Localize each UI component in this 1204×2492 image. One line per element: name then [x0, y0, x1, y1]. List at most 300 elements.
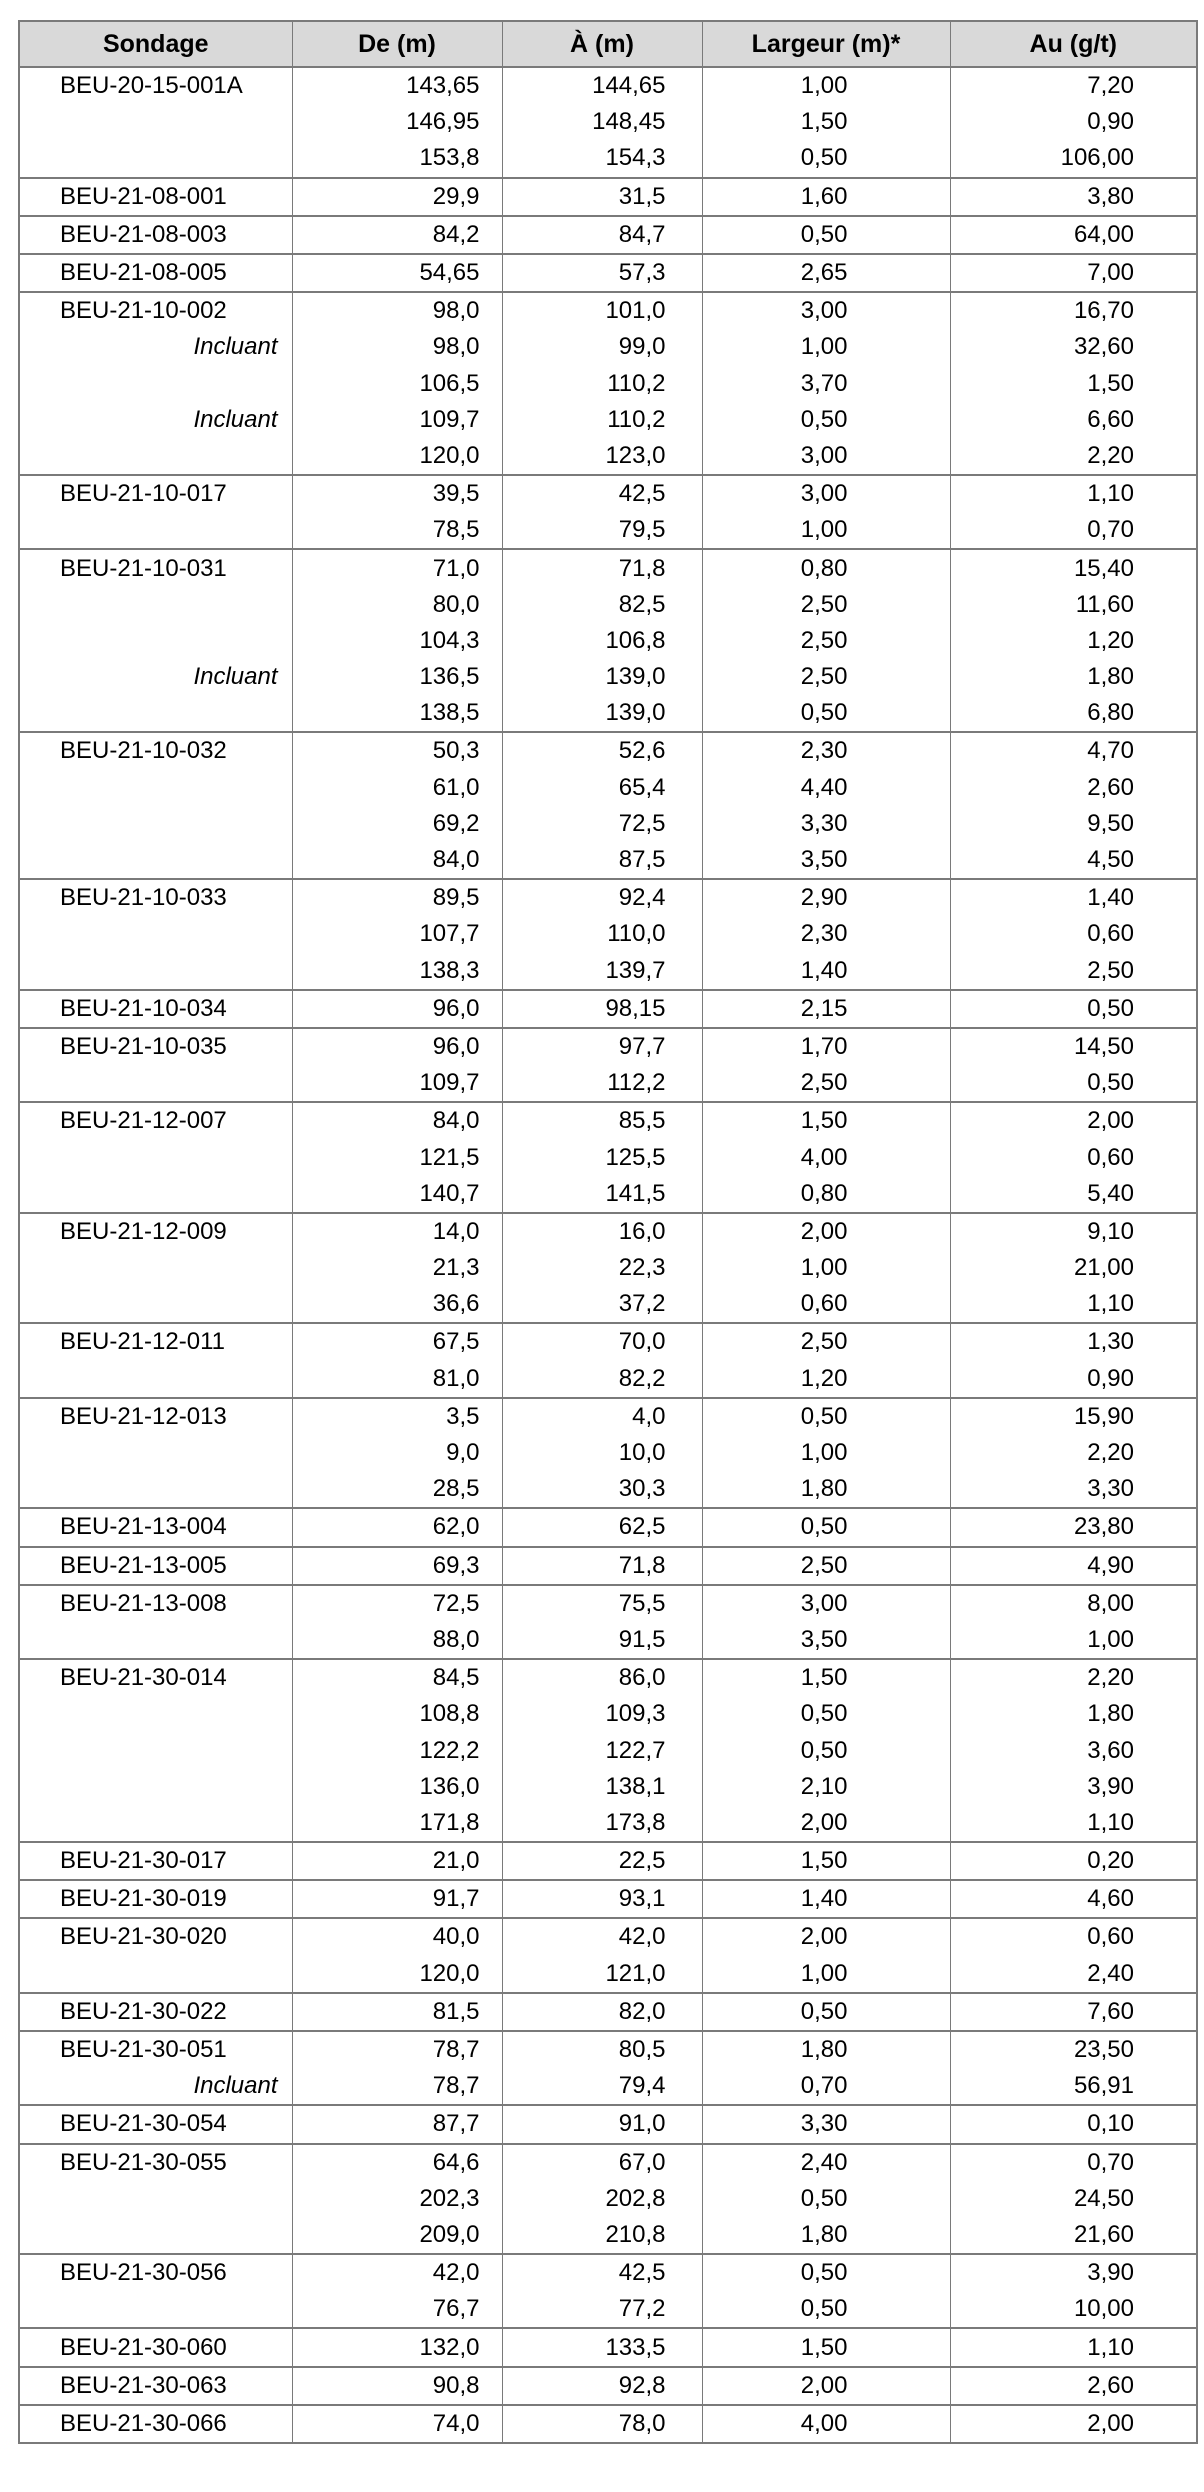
cell-incluant-label: Incluant — [20, 659, 292, 695]
cell-a: 31,5 — [502, 178, 702, 216]
table-row — [20, 254, 1196, 292]
cell-de: 120,0 — [292, 1956, 502, 1993]
cell-a: 75,5 — [502, 1585, 702, 1622]
cell-a: 91,0 — [502, 2105, 702, 2143]
cell-largeur: 2,50 — [702, 1547, 950, 1585]
cell-sondage: BEU-21-08-001 — [20, 178, 292, 216]
table-body — [20, 67, 1196, 2442]
cell-largeur: 2,00 — [702, 1805, 950, 1842]
cell-sondage-empty — [20, 1622, 292, 1659]
cell-largeur: 0,50 — [702, 1398, 950, 1435]
table-row — [20, 1547, 1196, 1585]
cell-au: 7,20 — [1087, 72, 1134, 100]
cell-largeur: 3,50 — [702, 1622, 950, 1659]
cell-a: 92,8 — [502, 2367, 702, 2405]
cell-largeur: 1,60 — [702, 178, 950, 216]
cell-a: 80,5 — [502, 2031, 702, 2068]
cell-sondage: BEU-21-08-005 — [20, 254, 292, 292]
table-row — [20, 659, 1196, 695]
cell-de: 153,8 — [292, 140, 502, 177]
cell-sondage-empty — [20, 2181, 292, 2217]
cell-largeur: 2,50 — [702, 659, 950, 695]
cell-a: 77,2 — [502, 2291, 702, 2328]
cell-sondage: BEU-21-10-035 — [20, 1028, 292, 1065]
cell-au: 1,30 — [1087, 1328, 1134, 1356]
cell-a: 82,5 — [502, 587, 702, 623]
cell-largeur: 1,00 — [702, 329, 950, 365]
table-row — [20, 216, 1196, 254]
table-row — [20, 329, 1196, 365]
cell-sondage: BEU-21-30-014 — [20, 1659, 292, 1696]
cell-largeur: 0,50 — [702, 1696, 950, 1732]
cell-largeur: 0,80 — [702, 549, 950, 586]
cell-de: 143,65 — [292, 67, 502, 104]
cell-sondage-empty — [20, 140, 292, 177]
table-row — [20, 2105, 1196, 2143]
cell-au: 15,40 — [1073, 554, 1134, 582]
table-row — [20, 2405, 1196, 2442]
table-row — [20, 2031, 1196, 2068]
cell-incluant-label: Incluant — [20, 402, 292, 438]
cell-de: 109,7 — [292, 402, 502, 438]
cell-a: 121,0 — [502, 1956, 702, 1993]
drill-results-table — [20, 22, 1196, 2442]
cell-sondage: BEU-21-10-002 — [20, 292, 292, 329]
cell-au: 1,80 — [1087, 1700, 1134, 1728]
cell-au: 2,40 — [950, 1956, 1196, 1993]
cell-au: 0,70 — [1087, 2148, 1134, 2176]
cell-sondage: BEU-21-30-051 — [20, 2031, 292, 2068]
table-row — [20, 1842, 1196, 1880]
cell-au: 8,00 — [1087, 1589, 1134, 1617]
cell-de: 42,0 — [292, 2254, 502, 2291]
cell-largeur: 1,20 — [702, 1361, 950, 1398]
cell-sondage: BEU-21-10-032 — [20, 732, 292, 769]
table-row — [20, 623, 1196, 659]
cell-au: 2,50 — [950, 953, 1196, 990]
table-row — [20, 806, 1196, 842]
cell-largeur: 0,50 — [702, 402, 950, 438]
cell-sondage: BEU-21-30-063 — [20, 2367, 292, 2405]
cell-de: 78,7 — [292, 2031, 502, 2068]
cell-au: 4,90 — [950, 1547, 1196, 1585]
table-row — [20, 1176, 1196, 1213]
cell-sondage-empty — [20, 104, 292, 140]
cell-sondage: BEU-21-10-031 — [20, 549, 292, 586]
cell-largeur: 4,00 — [702, 2405, 950, 2442]
cell-de: 146,95 — [292, 104, 502, 140]
cell-a: 37,2 — [502, 1286, 702, 1323]
cell-a: 82,0 — [502, 1993, 702, 2031]
cell-largeur: 0,50 — [702, 1993, 950, 2031]
cell-largeur: 0,50 — [702, 695, 950, 732]
cell-au: 1,00 — [950, 1622, 1196, 1659]
cell-sondage-empty — [20, 2217, 292, 2254]
cell-largeur: 3,50 — [702, 842, 950, 879]
cell-au: 11,60 — [1075, 590, 1134, 618]
cell-au: 0,50 — [950, 1065, 1196, 1102]
cell-largeur: 4,40 — [702, 770, 950, 806]
cell-largeur: 2,50 — [702, 1323, 950, 1360]
cell-largeur: 2,10 — [702, 1769, 950, 1805]
cell-de: 104,3 — [292, 623, 502, 659]
cell-au: 0,70 — [950, 512, 1196, 549]
table-row — [20, 1769, 1196, 1805]
cell-au: 2,60 — [1087, 773, 1134, 801]
cell-au: 0,90 — [950, 1361, 1196, 1398]
cell-de: 202,3 — [292, 2181, 502, 2217]
cell-sondage-empty — [20, 1769, 292, 1805]
cell-sondage: BEU-21-30-017 — [20, 1842, 292, 1880]
cell-a: 78,0 — [502, 2405, 702, 2442]
header-au: Au (g/t) — [950, 22, 1196, 67]
cell-au: 24,50 — [1073, 2184, 1134, 2212]
table-row — [20, 2254, 1196, 2291]
cell-a: 4,0 — [502, 1398, 702, 1435]
table-row — [20, 366, 1196, 402]
cell-de: 84,0 — [292, 842, 502, 879]
cell-sondage: BEU-21-30-022 — [20, 1993, 292, 2031]
table-row — [20, 178, 1196, 216]
cell-a: 110,2 — [502, 366, 702, 402]
cell-largeur: 3,00 — [702, 1585, 950, 1622]
table-row — [20, 1956, 1196, 1993]
cell-sondage: BEU-21-30-020 — [20, 1918, 292, 1955]
cell-au: 56,91 — [950, 2068, 1196, 2105]
cell-de: 72,5 — [292, 1585, 502, 1622]
cell-a: 82,2 — [502, 1361, 702, 1398]
cell-a: 154,3 — [502, 140, 702, 177]
cell-sondage-empty — [20, 512, 292, 549]
cell-au: 4,50 — [950, 842, 1196, 879]
cell-au: 1,10 — [950, 1805, 1196, 1842]
cell-de: 132,0 — [292, 2328, 502, 2366]
table-row — [20, 770, 1196, 806]
cell-de: 14,0 — [292, 1213, 502, 1250]
cell-sondage-empty — [20, 916, 292, 952]
cell-a: 210,8 — [502, 2217, 702, 2254]
cell-de: 76,7 — [292, 2291, 502, 2328]
header-largeur: Largeur (m)* — [702, 22, 950, 67]
header-a: À (m) — [502, 22, 702, 67]
cell-largeur: 1,00 — [702, 512, 950, 549]
table-row — [20, 842, 1196, 879]
cell-largeur: 2,40 — [702, 2144, 950, 2181]
cell-incluant-label: Incluant — [20, 2068, 292, 2105]
cell-au: 32,60 — [1073, 333, 1134, 361]
table-row — [20, 990, 1196, 1028]
cell-a: 72,5 — [502, 806, 702, 842]
cell-largeur: 1,70 — [702, 1028, 950, 1065]
cell-incluant-label: Incluant — [20, 329, 292, 365]
cell-de: 87,7 — [292, 2105, 502, 2143]
cell-largeur: 1,00 — [702, 67, 950, 104]
cell-au: 0,50 — [950, 990, 1196, 1028]
table-row — [20, 1696, 1196, 1732]
cell-au: 0,10 — [950, 2105, 1196, 2143]
cell-de: 84,5 — [292, 1659, 502, 1696]
cell-de: 136,5 — [292, 659, 502, 695]
table-row — [20, 292, 1196, 329]
table-header — [20, 22, 1196, 67]
cell-sondage-empty — [20, 770, 292, 806]
cell-sondage: BEU-21-10-034 — [20, 990, 292, 1028]
cell-au: 1,10 — [1087, 480, 1134, 508]
cell-au: 106,00 — [950, 140, 1196, 177]
cell-a: 71,8 — [502, 1547, 702, 1585]
cell-largeur: 1,00 — [702, 1956, 950, 1993]
cell-de: 84,0 — [292, 1102, 502, 1139]
cell-au: 2,00 — [1087, 2409, 1134, 2437]
cell-au: 7,60 — [950, 1993, 1196, 2031]
table-row — [20, 67, 1196, 104]
header-de: De (m) — [292, 22, 502, 67]
cell-de: 54,65 — [292, 254, 502, 292]
table-row — [20, 1286, 1196, 1323]
cell-sondage-empty — [20, 1435, 292, 1471]
cell-a: 106,8 — [502, 623, 702, 659]
cell-au: 64,00 — [950, 216, 1196, 254]
cell-de: 108,8 — [292, 1696, 502, 1732]
cell-de: 29,9 — [292, 178, 502, 216]
cell-a: 42,0 — [502, 1918, 702, 1955]
table-row — [20, 1508, 1196, 1546]
cell-de: 90,8 — [292, 2367, 502, 2405]
cell-largeur: 2,50 — [702, 587, 950, 623]
table-row — [20, 1585, 1196, 1622]
cell-a: 125,5 — [502, 1139, 702, 1175]
cell-de: 62,0 — [292, 1508, 502, 1546]
cell-largeur: 2,30 — [702, 916, 950, 952]
cell-au: 2,20 — [950, 438, 1196, 475]
cell-au: 3,30 — [950, 1471, 1196, 1508]
cell-de: 98,0 — [292, 329, 502, 365]
cell-sondage-empty — [20, 1286, 292, 1323]
cell-au: 1,50 — [1087, 369, 1134, 397]
cell-sondage-empty — [20, 1176, 292, 1213]
cell-au: 0,60 — [1087, 1923, 1134, 1951]
cell-de: 39,5 — [292, 475, 502, 512]
cell-largeur: 2,50 — [702, 623, 950, 659]
cell-largeur: 1,50 — [702, 1842, 950, 1880]
cell-de: 74,0 — [292, 2405, 502, 2442]
cell-largeur: 0,50 — [702, 2291, 950, 2328]
cell-a: 101,0 — [502, 292, 702, 329]
cell-largeur: 0,50 — [702, 216, 950, 254]
cell-a: 139,0 — [502, 695, 702, 732]
cell-a: 138,1 — [502, 1769, 702, 1805]
cell-sondage: BEU-21-30-066 — [20, 2405, 292, 2442]
cell-largeur: 0,50 — [702, 2181, 950, 2217]
cell-au: 9,50 — [1087, 809, 1134, 837]
cell-sondage-empty — [20, 1065, 292, 1102]
cell-au: 0,20 — [950, 1842, 1196, 1880]
table-row — [20, 732, 1196, 769]
cell-largeur: 3,70 — [702, 366, 950, 402]
cell-de: 9,0 — [292, 1435, 502, 1471]
cell-de: 96,0 — [292, 1028, 502, 1065]
cell-a: 86,0 — [502, 1659, 702, 1696]
table-row — [20, 1139, 1196, 1175]
cell-au: 6,60 — [1087, 405, 1134, 433]
cell-de: 89,5 — [292, 879, 502, 916]
cell-au: 1,40 — [1087, 884, 1134, 912]
header-row — [20, 22, 1196, 67]
cell-au: 0,60 — [1087, 920, 1134, 948]
table-row — [20, 1250, 1196, 1286]
cell-largeur: 1,40 — [702, 953, 950, 990]
cell-a: 22,5 — [502, 1842, 702, 1880]
table-row — [20, 1398, 1196, 1435]
cell-de: 98,0 — [292, 292, 502, 329]
table-row — [20, 587, 1196, 623]
cell-a: 79,4 — [502, 2068, 702, 2105]
cell-largeur: 1,00 — [702, 1435, 950, 1471]
cell-largeur: 2,00 — [702, 1213, 950, 1250]
cell-sondage-empty — [20, 1732, 292, 1768]
cell-a: 139,0 — [502, 659, 702, 695]
cell-a: 57,3 — [502, 254, 702, 292]
cell-au: 3,80 — [950, 178, 1196, 216]
cell-de: 36,6 — [292, 1286, 502, 1323]
cell-a: 92,4 — [502, 879, 702, 916]
table-row — [20, 1361, 1196, 1398]
cell-au: 9,10 — [1087, 1217, 1134, 1245]
cell-a: 139,7 — [502, 953, 702, 990]
cell-de: 84,2 — [292, 216, 502, 254]
table-row — [20, 1659, 1196, 1696]
cell-sondage-empty — [20, 695, 292, 732]
table-row — [20, 1805, 1196, 1842]
cell-au: 21,00 — [1073, 1254, 1134, 1282]
cell-largeur: 1,40 — [702, 1880, 950, 1918]
cell-sondage: BEU-21-13-008 — [20, 1585, 292, 1622]
table-row — [20, 402, 1196, 438]
cell-sondage: BEU-21-30-055 — [20, 2144, 292, 2181]
cell-a: 85,5 — [502, 1102, 702, 1139]
table-row — [20, 140, 1196, 177]
table-row — [20, 916, 1196, 952]
cell-de: 78,7 — [292, 2068, 502, 2105]
cell-de: 3,5 — [292, 1398, 502, 1435]
cell-au: 23,50 — [1073, 2036, 1134, 2064]
cell-au: 3,60 — [1087, 1736, 1134, 1764]
cell-de: 138,5 — [292, 695, 502, 732]
cell-a: 62,5 — [502, 1508, 702, 1546]
cell-largeur: 3,00 — [702, 438, 950, 475]
cell-au: 10,00 — [950, 2291, 1196, 2328]
cell-au: 21,60 — [950, 2217, 1196, 2254]
cell-de: 80,0 — [292, 587, 502, 623]
header-sondage: Sondage — [20, 22, 292, 67]
cell-largeur: 3,00 — [702, 292, 950, 329]
cell-sondage: BEU-21-12-013 — [20, 1398, 292, 1435]
cell-de: 21,0 — [292, 1842, 502, 1880]
cell-sondage-empty — [20, 587, 292, 623]
cell-de: 50,3 — [292, 732, 502, 769]
cell-sondage-empty — [20, 842, 292, 879]
cell-au: 1,80 — [1087, 663, 1134, 691]
table-row — [20, 953, 1196, 990]
table-row — [20, 475, 1196, 512]
table-row — [20, 2291, 1196, 2328]
cell-largeur: 0,60 — [702, 1286, 950, 1323]
cell-sondage-empty — [20, 2291, 292, 2328]
table-row — [20, 1065, 1196, 1102]
cell-au: 0,60 — [1087, 1143, 1134, 1171]
cell-a: 84,7 — [502, 216, 702, 254]
cell-largeur: 1,50 — [702, 1659, 950, 1696]
cell-sondage: BEU-21-12-009 — [20, 1213, 292, 1250]
cell-de: 138,3 — [292, 953, 502, 990]
cell-a: 97,7 — [502, 1028, 702, 1065]
cell-a: 99,0 — [502, 329, 702, 365]
cell-sondage-empty — [20, 806, 292, 842]
cell-sondage: BEU-21-12-007 — [20, 1102, 292, 1139]
table-row — [20, 1323, 1196, 1360]
cell-sondage-empty — [20, 1250, 292, 1286]
cell-a: 112,2 — [502, 1065, 702, 1102]
cell-a: 42,5 — [502, 475, 702, 512]
cell-sondage: BEU-21-30-060 — [20, 2328, 292, 2366]
cell-largeur: 2,15 — [702, 990, 950, 1028]
cell-a: 79,5 — [502, 512, 702, 549]
cell-a: 141,5 — [502, 1176, 702, 1213]
cell-de: 120,0 — [292, 438, 502, 475]
cell-largeur: 1,50 — [702, 104, 950, 140]
cell-de: 106,5 — [292, 366, 502, 402]
cell-au: 2,60 — [950, 2367, 1196, 2405]
cell-a: 65,4 — [502, 770, 702, 806]
cell-au: 23,80 — [950, 1508, 1196, 1546]
cell-a: 30,3 — [502, 1471, 702, 1508]
cell-largeur: 1,80 — [702, 2031, 950, 2068]
cell-largeur: 4,00 — [702, 1139, 950, 1175]
cell-au: 2,00 — [1087, 1107, 1134, 1135]
cell-de: 107,7 — [292, 916, 502, 952]
cell-largeur: 2,50 — [702, 1065, 950, 1102]
cell-a: 16,0 — [502, 1213, 702, 1250]
cell-de: 40,0 — [292, 1918, 502, 1955]
cell-au: 5,40 — [950, 1176, 1196, 1213]
cell-largeur: 0,50 — [702, 1508, 950, 1546]
cell-a: 144,65 — [502, 67, 702, 104]
cell-largeur: 0,50 — [702, 140, 950, 177]
cell-a: 110,0 — [502, 916, 702, 952]
cell-au: 3,90 — [1087, 1772, 1134, 1800]
cell-au: 15,90 — [1073, 1402, 1134, 1430]
cell-largeur: 2,90 — [702, 879, 950, 916]
cell-largeur: 2,30 — [702, 732, 950, 769]
cell-sondage-empty — [20, 953, 292, 990]
cell-sondage: BEU-21-10-017 — [20, 475, 292, 512]
cell-largeur: 0,50 — [702, 2254, 950, 2291]
cell-sondage-empty — [20, 1696, 292, 1732]
table-row — [20, 1471, 1196, 1508]
cell-largeur: 0,50 — [702, 1732, 950, 1768]
cell-sondage-empty — [20, 623, 292, 659]
cell-largeur: 3,30 — [702, 806, 950, 842]
cell-sondage-empty — [20, 1805, 292, 1842]
table-row — [20, 879, 1196, 916]
table-row — [20, 438, 1196, 475]
cell-de: 209,0 — [292, 2217, 502, 2254]
cell-a: 123,0 — [502, 438, 702, 475]
cell-de: 61,0 — [292, 770, 502, 806]
cell-a: 42,5 — [502, 2254, 702, 2291]
cell-a: 52,6 — [502, 732, 702, 769]
cell-largeur: 0,70 — [702, 2068, 950, 2105]
